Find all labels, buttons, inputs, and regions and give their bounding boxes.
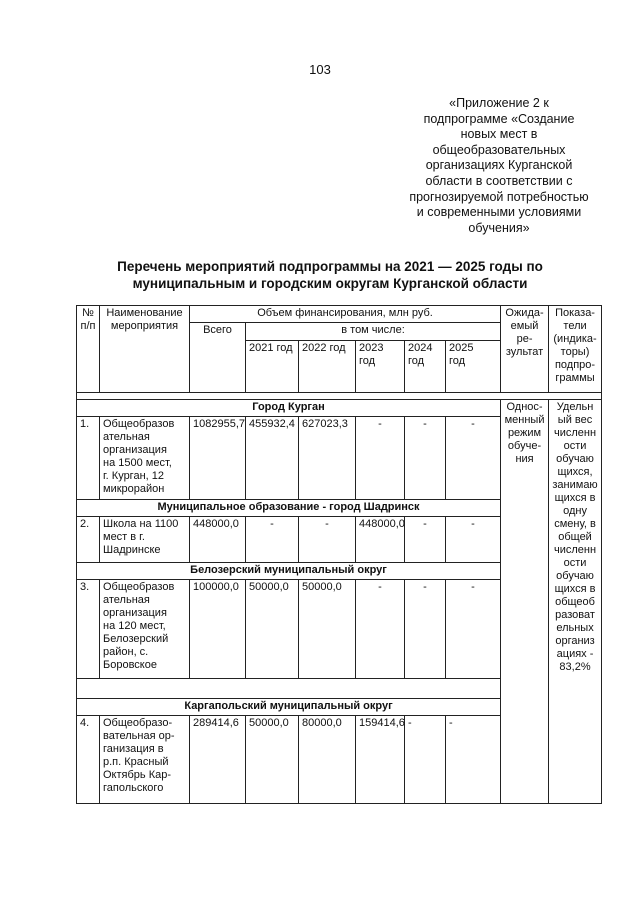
value-total: 448000,0: [190, 517, 246, 563]
section-title: Каргапольский муниципальный округ: [77, 699, 501, 716]
appendix-line: «Приложение 2 к: [449, 96, 549, 110]
measure-name: [100, 716, 190, 804]
value-2022: 627023,3: [299, 417, 356, 500]
indicator-line: Удельн: [556, 401, 594, 413]
header-year-line: год: [449, 355, 466, 367]
expected-result: [501, 400, 549, 804]
indicator-line: ациях -: [556, 648, 594, 660]
value-2022: -: [299, 517, 356, 563]
expected-result-line: менный: [504, 414, 545, 426]
appendix-line: и современными условиями: [416, 205, 582, 220]
appendix-line: новых мест в: [460, 127, 538, 142]
measure-name-line: мест в г.: [103, 531, 145, 543]
measure-name-line: ганизация в: [103, 743, 164, 755]
header-num: [77, 306, 100, 393]
measure-name: [100, 517, 190, 563]
section-title: Город Курган: [77, 400, 501, 417]
header-expected-line: Ожида-: [505, 307, 544, 319]
indicator-line: общеоб: [555, 596, 595, 608]
indicator-line: ельных: [556, 622, 594, 634]
value-2025: -: [446, 417, 501, 500]
value-2025: -: [446, 716, 501, 804]
indicator-line: ости: [563, 557, 587, 569]
page-number: 103: [309, 62, 331, 77]
header-row: [77, 306, 602, 323]
indicator-line: ости: [563, 440, 587, 452]
measure-name-line: район, с.: [103, 646, 149, 658]
value-2021: -: [246, 517, 299, 563]
title-line: муниципальным и городским округам Курганской области: [132, 276, 528, 291]
measure-name-line: гапольского: [103, 782, 164, 794]
spacer-row: [77, 393, 602, 400]
measure-name-line: организация: [103, 444, 167, 456]
header-year: [356, 341, 405, 393]
header-expected-line: емый: [510, 320, 539, 332]
header-total: Всего: [190, 323, 246, 393]
title-line: Перечень мероприятий подпрограммы на 2021 — 2025 годы по: [117, 259, 543, 274]
measure-name-line: р.п. Красный: [103, 756, 169, 768]
indicator-line: разоват: [555, 609, 595, 621]
row-number: 1.: [77, 417, 100, 500]
section-title: Белозерский муниципальный округ: [77, 563, 501, 580]
header-year-line: 2023: [359, 342, 384, 354]
header-num-line: п/п: [80, 320, 96, 332]
indicator-line: ый вес: [557, 414, 593, 426]
indicator-line: занимаю: [552, 479, 598, 491]
expected-result-line: Однос-: [506, 401, 543, 413]
header-year: [246, 341, 299, 393]
indicator-line: одну: [563, 505, 587, 517]
value-2021: 50000,0: [246, 580, 299, 679]
header-indicators-line: подпро-: [554, 359, 596, 371]
measure-name: [100, 580, 190, 679]
indicator-line: 83,2%: [559, 661, 591, 673]
value-2021: 455932,4: [246, 417, 299, 500]
value-total: 1082955,7: [190, 417, 246, 500]
value-2024: -: [405, 716, 446, 804]
indicator-line: численн: [554, 427, 597, 439]
row-number: 3.: [77, 580, 100, 679]
header-year-line: 2025: [449, 342, 474, 354]
value-2023: 448000,0: [356, 517, 405, 563]
header-name-line: мероприятия: [110, 320, 179, 332]
header-name: [100, 306, 190, 393]
appendix-line: прогнозируемой потребностью: [409, 189, 589, 204]
measure-name-line: Октябрь Кар-: [103, 769, 171, 781]
header-indicators-line: торы): [560, 346, 590, 358]
value-total: 100000,0: [190, 580, 246, 679]
measure-name: [100, 417, 190, 500]
measure-name-line: ательная: [103, 594, 150, 606]
header-indicators: [549, 306, 602, 393]
measure-name-line: на 120 мест,: [103, 620, 166, 632]
measure-name-line: Белозерский: [103, 633, 169, 645]
spacer-cell: [77, 679, 501, 699]
row-number: 4.: [77, 716, 100, 804]
measure-name-line: Общеобразо-: [103, 717, 173, 729]
value-2022: 50000,0: [299, 580, 356, 679]
value-2023: -: [356, 417, 405, 500]
header-volume: Объем финансирования, млн руб.: [190, 306, 501, 323]
indicator-line: обучаю: [556, 570, 594, 582]
header-expected: [501, 306, 549, 393]
indicator-line: организ: [555, 635, 595, 647]
measure-name-line: вательная ор-: [103, 730, 175, 742]
header-indicators-line: Показа-: [555, 307, 595, 319]
appendix-line: подпрограмме «Создание: [423, 111, 575, 126]
section-row: [77, 400, 602, 417]
appendix-line: общеобразовательных: [432, 142, 566, 157]
header-year-line: 2024: [408, 342, 433, 354]
value-2023: 159414,6: [356, 716, 405, 804]
header-year-line: 2021 год: [249, 342, 293, 354]
header-year-line: год: [359, 355, 376, 367]
appendix-line: области в соответствии с: [425, 173, 573, 188]
value-2023: -: [356, 580, 405, 679]
row-number: 2.: [77, 517, 100, 563]
value-2024: -: [405, 517, 446, 563]
measure-name-line: Общеобразов: [103, 581, 175, 593]
measure-name-line: Шадринске: [103, 544, 161, 556]
indicator-line: обучаю: [556, 453, 594, 465]
expected-result-line: обуче-: [507, 440, 542, 452]
measure-name-line: Общеобразов: [103, 418, 175, 430]
header-year-line: 2022 год: [302, 342, 346, 354]
indicator-line: щихся в: [554, 492, 596, 504]
header-year: [299, 341, 356, 393]
measure-name-line: Боровское: [103, 659, 157, 671]
header-expected-line: зультат: [505, 346, 544, 358]
spacer-cell: [77, 393, 602, 400]
value-2024: -: [405, 417, 446, 500]
indicator-line: щихся,: [557, 466, 593, 478]
measure-name-line: микрорайон: [103, 483, 165, 495]
header-year: [446, 341, 501, 393]
header-including: в том числе:: [246, 323, 501, 341]
expected-result-line: режим: [507, 427, 542, 439]
header-indicators-line: граммы: [555, 372, 595, 384]
appendix-line: организациях Курганской: [425, 158, 573, 173]
header-year-line: год: [408, 355, 425, 367]
measure-name-line: ательная: [103, 431, 150, 443]
header-name-line: Наименование: [106, 307, 183, 319]
header-expected-line: ре-: [516, 333, 533, 345]
measure-name-line: Школа на 1100: [103, 518, 179, 530]
indicator-line: щихся в: [554, 583, 596, 595]
section-title: Муниципальное образование - город Шадринск: [77, 500, 501, 517]
measures-table: [76, 305, 602, 804]
header-year: [405, 341, 446, 393]
indicator-line: смену, в: [554, 518, 596, 530]
expected-result-line: ния: [515, 453, 534, 465]
document-title: [60, 258, 600, 292]
indicator-value: [549, 400, 602, 804]
value-2024: -: [405, 580, 446, 679]
measure-name-line: г. Курган, 12: [103, 470, 164, 482]
header-indicators-line: (индика-: [553, 333, 597, 345]
measure-name-line: на 1500 мест,: [103, 457, 172, 469]
appendix-line: обучения»: [468, 220, 530, 235]
header-indicators-line: тели: [563, 320, 587, 332]
value-2021: 50000,0: [246, 716, 299, 804]
header-num-line: №: [82, 307, 94, 319]
value-2022: 80000,0: [299, 716, 356, 804]
value-2025: -: [446, 580, 501, 679]
measure-name-line: организация: [103, 607, 167, 619]
value-2025: -: [446, 517, 501, 563]
indicator-line: общей: [558, 531, 592, 543]
value-total: 289414,6: [190, 716, 246, 804]
indicator-line: численн: [554, 544, 597, 556]
appendix-note: [404, 96, 594, 236]
